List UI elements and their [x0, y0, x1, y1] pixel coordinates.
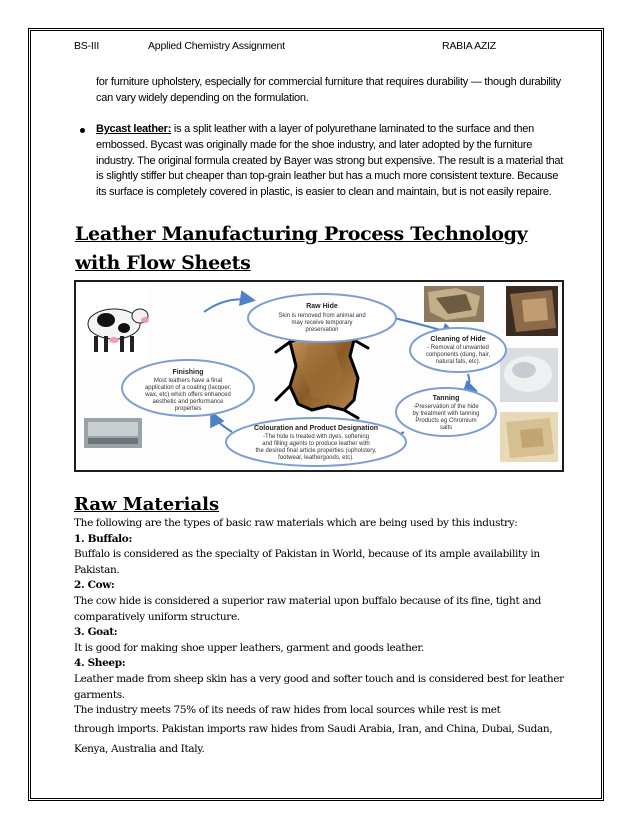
item-text-goat: It is good for making shoe upper leathers, garment and goods leather.	[74, 641, 424, 654]
raw-materials-body	[74, 516, 572, 759]
raw-hide-line-2: may receive temporary	[291, 320, 353, 326]
finishing-line-5: properties	[174, 406, 202, 412]
bullet-text	[96, 122, 570, 201]
item-text-cow: The cow hide is considered a superior raw material upon buffalo because of its fine, tight and comparatively uniform structure.	[74, 594, 542, 623]
finishing-image	[84, 418, 142, 448]
step-colouration	[226, 418, 406, 466]
bullet-body: is a split leather with a layer of polyurethane laminated to the surface and then embossed. Bycast was originally made for the shoe industry, and later adopted by the furniture industry. The original formula created by Bayer was strong but expensive. The result is a material that is slightly stiffer but cheaper than top-grain leather but has a much more consistent texture. Because its surface is completely covered in plastic, is easier to clean and maintain, but is not easily repaire.	[96, 123, 564, 199]
tanning-line-1: -Preservation of the hide	[413, 404, 479, 410]
raw-materials-intro: The following are the types of basic raw materials which are being used by this industry:	[74, 517, 518, 529]
item-text-sheep: Leather made from sheep skin has a very good and softer touch and is considered best for leather garments.	[74, 672, 564, 701]
process-flow-diagram	[74, 280, 564, 472]
tanning-line-3: Products eg Chromium	[415, 418, 477, 424]
finishing-line-3: wax, etc) which offers enhanced	[145, 392, 231, 398]
colouration-title: Colouration and Product Designation	[253, 425, 379, 432]
raw-hide-line-3: preservation	[305, 327, 339, 333]
raw-materials-title: Raw Materials	[74, 494, 220, 515]
cleaning-line-3: natural fats, etc).	[435, 359, 481, 365]
tanning-image	[500, 348, 558, 402]
colouration-line-4: footwear, leathergoods, etc).	[278, 455, 354, 461]
step-finishing	[122, 360, 254, 416]
bullet-term: Bycast leather:	[96, 123, 172, 135]
raw-hide-title: Raw Hide	[306, 303, 338, 310]
colouration-line-2: and filling agents to produce leather with	[262, 441, 370, 447]
section-title: Leather Manufacturing Process Technology with Flow Sheets	[75, 223, 528, 274]
intro-paragraph: for furniture upholstery, especially for commercial furniture that requires durability — though durability can vary widely depending on the formulation.	[96, 76, 561, 104]
raw-hide-image	[424, 286, 484, 322]
step-raw-hide	[248, 294, 396, 342]
step-tanning	[396, 388, 496, 436]
finishing-line-4: aesthetic and performance	[152, 399, 224, 405]
cleaning-title: Cleaning of Hide	[430, 336, 486, 343]
bycast-bullet	[80, 122, 570, 201]
raw-hide-line-1: Skin is removed from animal and	[278, 313, 366, 319]
header-assignment: Applied Chemistry Assignment	[148, 40, 285, 52]
cleaning-line-1: - Removal of unwanted	[427, 345, 489, 351]
colouration-image	[500, 412, 558, 462]
cleaning-line-2: components (dung, hair,	[425, 352, 491, 358]
colouration-line-1: -The hide is treated with dyes, softening	[262, 434, 370, 440]
cow-image	[78, 284, 150, 362]
tanning-line-4: salts	[439, 425, 453, 431]
tanning-line-2: by treatment with tanning	[412, 411, 480, 417]
item-heading-cow: 2. Cow:	[74, 579, 115, 592]
leather-hide-image	[276, 334, 368, 418]
item-heading-buffalo: 1. Buffalo:	[74, 532, 132, 545]
item-text-buffalo: Buffalo is considered as the specialty of Pakistan in World, because of its ample availability in Pakistan.	[74, 548, 540, 576]
step-cleaning	[410, 328, 506, 372]
closing-line-1: The industry meets 75% of its needs of raw hides from local sources while rest is met	[74, 704, 501, 717]
item-heading-goat: 3. Goat:	[74, 626, 118, 639]
cleaning-image	[506, 286, 558, 336]
bullet-dot-icon	[80, 128, 85, 133]
header-author: RABIA AZIZ	[442, 40, 497, 52]
tanning-title: Tanning	[432, 395, 460, 402]
finishing-title: Finishing	[172, 369, 204, 376]
finishing-line-1: Most leathers have a final	[153, 378, 223, 384]
page-header	[74, 40, 574, 56]
item-heading-sheep: 4. Sheep:	[74, 657, 126, 670]
closing-line-2: through imports. Pakistan imports raw hides from Saudi Arabia, Iran, and China, Dubai, Sudan, Kenya, Australia and Italy.	[74, 722, 553, 755]
header-course: BS-III	[74, 40, 100, 52]
colouration-line-3: the desired final article properties (upholstery,	[255, 448, 377, 454]
finishing-line-2: application of a coating (lacquer,	[144, 385, 232, 391]
